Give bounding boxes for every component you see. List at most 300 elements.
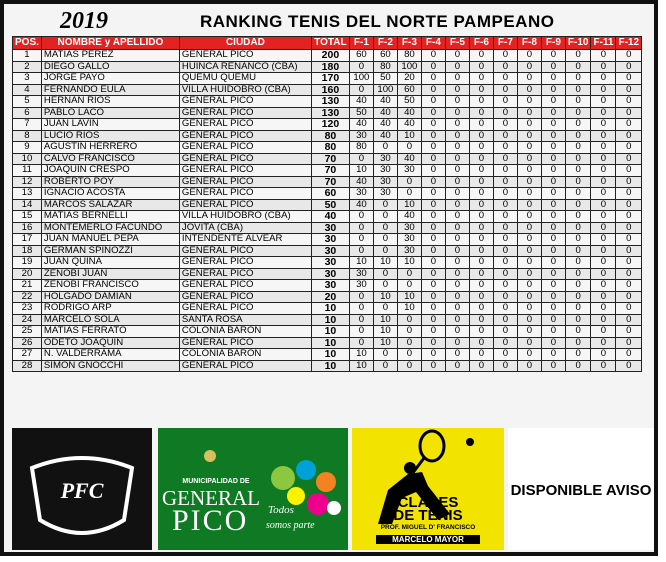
total-cell: 30 [311, 268, 349, 280]
table-row [13, 268, 642, 280]
fecha-score-cell: 0 [349, 211, 373, 223]
column-header: CIUDAD [179, 37, 311, 50]
fecha-score-cell: 0 [616, 50, 642, 62]
fecha-score-cell: 0 [565, 142, 591, 154]
fecha-score-cell: 0 [421, 73, 445, 85]
fecha-score-cell: 30 [397, 222, 421, 234]
column-header: TOTAL [311, 37, 349, 50]
table-row [13, 142, 642, 154]
fecha-score-cell: 10 [397, 303, 421, 315]
player-name-cell: ROBERTO POY [41, 176, 179, 188]
fecha-score-cell: 0 [565, 188, 591, 200]
fecha-score-cell: 0 [517, 222, 541, 234]
fecha-score-cell: 30 [349, 280, 373, 292]
fecha-score-cell: 0 [493, 360, 517, 372]
disponible-aviso-banner [508, 428, 654, 550]
fecha-score-cell: 0 [493, 268, 517, 280]
fecha-score-cell: 0 [616, 337, 642, 349]
fecha-score-cell: 0 [517, 268, 541, 280]
table-row [13, 130, 642, 142]
somos-parte-label: somos parte [266, 520, 315, 531]
fecha-score-cell: 0 [373, 211, 397, 223]
fecha-score-cell: 0 [541, 291, 565, 303]
fecha-score-cell: 0 [565, 222, 591, 234]
fecha-score-cell: 0 [469, 222, 493, 234]
position-cell: 17 [13, 234, 42, 246]
fecha-score-cell: 0 [591, 96, 616, 108]
fecha-score-cell: 10 [397, 257, 421, 269]
fecha-score-cell: 0 [469, 234, 493, 246]
fecha-score-cell: 0 [565, 337, 591, 349]
fecha-score-cell: 0 [397, 188, 421, 200]
fecha-score-cell: 0 [591, 119, 616, 131]
fecha-score-cell: 0 [541, 360, 565, 372]
position-cell: 22 [13, 291, 42, 303]
fecha-score-cell: 0 [517, 61, 541, 73]
fecha-score-cell: 0 [541, 257, 565, 269]
fecha-score-cell: 0 [421, 222, 445, 234]
fecha-score-cell: 0 [493, 314, 517, 326]
fecha-score-cell: 0 [591, 291, 616, 303]
fecha-score-cell: 0 [541, 176, 565, 188]
fecha-score-cell: 0 [493, 291, 517, 303]
fecha-score-cell: 0 [591, 73, 616, 85]
fecha-score-cell: 0 [616, 234, 642, 246]
total-cell: 30 [311, 257, 349, 269]
fecha-score-cell: 0 [469, 165, 493, 177]
fecha-score-cell: 0 [469, 142, 493, 154]
fecha-score-cell: 40 [373, 130, 397, 142]
fecha-score-cell: 0 [616, 291, 642, 303]
fecha-score-cell: 0 [421, 119, 445, 131]
fecha-score-cell: 0 [541, 303, 565, 315]
fecha-score-cell: 0 [469, 73, 493, 85]
table-row [13, 61, 642, 73]
fecha-score-cell: 0 [517, 107, 541, 119]
fecha-score-cell: 0 [591, 245, 616, 257]
fecha-score-cell: 0 [517, 291, 541, 303]
fecha-score-cell: 0 [541, 96, 565, 108]
fecha-score-cell: 0 [469, 245, 493, 257]
fecha-score-cell: 0 [517, 337, 541, 349]
fecha-score-cell: 0 [373, 199, 397, 211]
fecha-score-cell: 0 [616, 107, 642, 119]
city-cell: INTENDENTE ALVEAR [179, 234, 311, 246]
position-cell: 1 [13, 50, 42, 62]
fecha-score-cell: 0 [591, 130, 616, 142]
fecha-score-cell: 0 [373, 245, 397, 257]
fecha-score-cell: 0 [421, 303, 445, 315]
fecha-score-cell: 0 [616, 280, 642, 292]
column-header: F-4 [421, 37, 445, 50]
fecha-score-cell: 10 [373, 314, 397, 326]
position-cell: 23 [13, 303, 42, 315]
column-header: F-12 [616, 37, 642, 50]
fecha-score-cell: 0 [493, 234, 517, 246]
fecha-score-cell: 0 [421, 268, 445, 280]
player-name-cell: MARCOS SALAZAR [41, 199, 179, 211]
fecha-score-cell: 30 [373, 153, 397, 165]
total-cell: 30 [311, 234, 349, 246]
fecha-score-cell: 0 [493, 61, 517, 73]
municipalidad-banner [158, 428, 348, 550]
fecha-score-cell: 40 [349, 96, 373, 108]
city-cell: GENERAL PICO [179, 337, 311, 349]
fecha-score-cell: 0 [421, 176, 445, 188]
table-row [13, 165, 642, 177]
fecha-score-cell: 0 [445, 165, 469, 177]
header-row [13, 37, 642, 50]
fecha-score-cell: 0 [616, 360, 642, 372]
fecha-score-cell: 0 [445, 176, 469, 188]
table-row [13, 211, 642, 223]
total-cell: 10 [311, 314, 349, 326]
player-name-cell: MARCELO SOLA [41, 314, 179, 326]
table-row [13, 349, 642, 361]
fecha-score-cell: 0 [517, 303, 541, 315]
total-cell: 80 [311, 142, 349, 154]
fecha-score-cell: 0 [445, 153, 469, 165]
fecha-score-cell: 30 [349, 188, 373, 200]
position-cell: 18 [13, 245, 42, 257]
position-cell: 12 [13, 176, 42, 188]
fecha-score-cell: 0 [373, 234, 397, 246]
fecha-score-cell: 0 [565, 257, 591, 269]
fecha-score-cell: 0 [469, 199, 493, 211]
fecha-score-cell: 0 [591, 50, 616, 62]
total-cell: 10 [311, 360, 349, 372]
table-row [13, 153, 642, 165]
fecha-score-cell: 0 [421, 360, 445, 372]
table-row [13, 188, 642, 200]
clases-title [352, 496, 504, 522]
fecha-score-cell: 0 [517, 234, 541, 246]
fecha-score-cell: 0 [445, 107, 469, 119]
fecha-score-cell: 0 [373, 222, 397, 234]
fecha-score-cell: 0 [541, 84, 565, 96]
total-cell: 30 [311, 222, 349, 234]
fecha-score-cell: 0 [421, 234, 445, 246]
fecha-score-cell: 0 [565, 153, 591, 165]
fecha-score-cell: 0 [493, 337, 517, 349]
fecha-score-cell: 30 [397, 165, 421, 177]
city-cell: GENERAL PICO [179, 107, 311, 119]
fecha-score-cell: 0 [591, 188, 616, 200]
column-header: POS. [13, 37, 42, 50]
fecha-score-cell: 0 [565, 96, 591, 108]
fecha-score-cell: 0 [591, 303, 616, 315]
fecha-score-cell: 0 [517, 119, 541, 131]
fecha-score-cell: 0 [541, 165, 565, 177]
fecha-score-cell: 0 [445, 61, 469, 73]
fecha-score-cell: 60 [397, 84, 421, 96]
player-name-cell: DIEGO GALLO [41, 61, 179, 73]
fecha-score-cell: 0 [517, 96, 541, 108]
fecha-score-cell: 0 [373, 280, 397, 292]
player-name-cell: LUCIO RIOS [41, 130, 179, 142]
table-row [13, 222, 642, 234]
table-row [13, 50, 642, 62]
fecha-score-cell: 0 [517, 176, 541, 188]
fecha-score-cell: 0 [591, 326, 616, 338]
fecha-score-cell: 0 [565, 107, 591, 119]
position-cell: 15 [13, 211, 42, 223]
fecha-score-cell: 0 [616, 326, 642, 338]
table-row [13, 73, 642, 85]
table-row [13, 280, 642, 292]
fecha-score-cell: 0 [565, 234, 591, 246]
fecha-score-cell: 0 [565, 73, 591, 85]
city-cell: VILLA HUIDOBRO (CBA) [179, 211, 311, 223]
fecha-score-cell: 0 [591, 280, 616, 292]
fecha-score-cell: 0 [565, 199, 591, 211]
fecha-score-cell: 0 [517, 360, 541, 372]
fecha-score-cell: 0 [421, 61, 445, 73]
fecha-score-cell: 0 [541, 142, 565, 154]
fecha-score-cell: 0 [397, 142, 421, 154]
fecha-score-cell: 40 [397, 153, 421, 165]
fecha-score-cell: 80 [373, 61, 397, 73]
position-cell: 10 [13, 153, 42, 165]
fecha-score-cell: 0 [493, 326, 517, 338]
position-cell: 19 [13, 257, 42, 269]
fecha-score-cell: 0 [493, 188, 517, 200]
fecha-score-cell: 0 [421, 96, 445, 108]
fecha-score-cell: 0 [541, 199, 565, 211]
fecha-score-cell: 0 [591, 176, 616, 188]
fecha-score-cell: 0 [349, 222, 373, 234]
fecha-score-cell: 60 [349, 50, 373, 62]
pfc-logo-text: PFC [60, 478, 104, 503]
fecha-score-cell: 40 [349, 199, 373, 211]
city-cell: QUEMU QUEMU [179, 73, 311, 85]
fecha-score-cell: 40 [349, 119, 373, 131]
fecha-score-cell: 0 [397, 349, 421, 361]
fecha-score-cell: 0 [445, 73, 469, 85]
fecha-score-cell: 0 [445, 199, 469, 211]
player-name-cell: RODRIGO ARP [41, 303, 179, 315]
fecha-score-cell: 30 [397, 245, 421, 257]
player-name-cell: JUAN QUINA [41, 257, 179, 269]
fecha-score-cell: 0 [493, 96, 517, 108]
fecha-score-cell: 0 [541, 211, 565, 223]
fecha-score-cell: 0 [541, 107, 565, 119]
fecha-score-cell: 10 [373, 257, 397, 269]
total-cell: 130 [311, 96, 349, 108]
fecha-score-cell: 30 [373, 165, 397, 177]
fecha-score-cell: 10 [373, 291, 397, 303]
position-cell: 6 [13, 107, 42, 119]
city-cell: HUINCA RENANCO (CBA) [179, 61, 311, 73]
fecha-score-cell: 0 [397, 337, 421, 349]
table-row [13, 303, 642, 315]
position-cell: 21 [13, 280, 42, 292]
fecha-score-cell: 10 [373, 326, 397, 338]
position-cell: 4 [13, 84, 42, 96]
fecha-score-cell: 0 [541, 245, 565, 257]
fecha-score-cell: 0 [591, 165, 616, 177]
position-cell: 2 [13, 61, 42, 73]
position-cell: 8 [13, 130, 42, 142]
fecha-score-cell: 0 [349, 234, 373, 246]
fecha-score-cell: 0 [591, 257, 616, 269]
pfc-logo-banner [12, 428, 152, 550]
fecha-score-cell: 0 [591, 349, 616, 361]
fecha-score-cell: 0 [517, 130, 541, 142]
table-row [13, 291, 642, 303]
fecha-score-cell: 0 [421, 199, 445, 211]
fecha-score-cell: 0 [517, 153, 541, 165]
fecha-score-cell: 0 [565, 360, 591, 372]
column-header: F-7 [493, 37, 517, 50]
fecha-score-cell: 0 [517, 349, 541, 361]
fecha-score-cell: 0 [565, 130, 591, 142]
fecha-score-cell: 0 [517, 84, 541, 96]
fecha-score-cell: 0 [421, 84, 445, 96]
position-cell: 27 [13, 349, 42, 361]
total-cell: 70 [311, 165, 349, 177]
fecha-score-cell: 0 [565, 211, 591, 223]
fecha-score-cell: 0 [591, 84, 616, 96]
total-cell: 170 [311, 73, 349, 85]
fecha-score-cell: 40 [349, 176, 373, 188]
total-cell: 80 [311, 130, 349, 142]
total-cell: 30 [311, 245, 349, 257]
fecha-score-cell: 0 [445, 349, 469, 361]
fecha-score-cell: 0 [565, 176, 591, 188]
fecha-score-cell: 0 [421, 280, 445, 292]
city-cell: GENERAL PICO [179, 188, 311, 200]
table-row [13, 119, 642, 131]
table-row [13, 337, 642, 349]
column-header: F-3 [397, 37, 421, 50]
table-row [13, 176, 642, 188]
fecha-score-cell: 0 [469, 84, 493, 96]
fecha-score-cell: 0 [421, 245, 445, 257]
fecha-score-cell: 0 [469, 257, 493, 269]
fecha-score-cell: 0 [493, 50, 517, 62]
fecha-score-cell: 0 [541, 188, 565, 200]
city-cell: GENERAL PICO [179, 119, 311, 131]
fecha-score-cell: 30 [397, 234, 421, 246]
fecha-score-cell: 20 [397, 73, 421, 85]
city-cell: GENERAL PICO [179, 303, 311, 315]
fecha-score-cell: 0 [445, 211, 469, 223]
fecha-score-cell: 0 [445, 188, 469, 200]
fecha-score-cell: 0 [616, 73, 642, 85]
fecha-score-cell: 0 [616, 96, 642, 108]
fecha-score-cell: 0 [591, 107, 616, 119]
fecha-score-cell: 0 [517, 280, 541, 292]
fecha-score-cell: 100 [397, 61, 421, 73]
fecha-score-cell: 0 [469, 303, 493, 315]
column-header: F-1 [349, 37, 373, 50]
fecha-score-cell: 0 [493, 153, 517, 165]
player-name-cell: HOLGADO DAMIAN [41, 291, 179, 303]
fecha-score-cell: 0 [373, 360, 397, 372]
fecha-score-cell: 0 [493, 107, 517, 119]
player-name-cell: N. VALDERRAMA [41, 349, 179, 361]
city-cell: GENERAL PICO [179, 50, 311, 62]
fecha-score-cell: 0 [469, 50, 493, 62]
player-name-cell: MATIAS FERRATO [41, 326, 179, 338]
fecha-score-cell: 0 [541, 61, 565, 73]
position-cell: 7 [13, 119, 42, 131]
fecha-score-cell: 0 [349, 291, 373, 303]
fecha-score-cell: 40 [373, 107, 397, 119]
fecha-score-cell: 0 [517, 188, 541, 200]
total-cell: 20 [311, 291, 349, 303]
fecha-score-cell: 0 [469, 268, 493, 280]
table-row [13, 199, 642, 211]
page-title: RANKING TENIS DEL NORTE PAMPEANO [200, 12, 555, 31]
city-cell: GENERAL PICO [179, 176, 311, 188]
city-cell: SANTA ROSA [179, 314, 311, 326]
fecha-score-cell: 10 [349, 349, 373, 361]
fecha-score-cell: 0 [591, 211, 616, 223]
fecha-score-cell: 0 [565, 291, 591, 303]
fecha-score-cell: 40 [373, 119, 397, 131]
fecha-score-cell: 0 [517, 314, 541, 326]
column-header: F-10 [565, 37, 591, 50]
table-row [13, 245, 642, 257]
prof-label: PROF. MIGUEL D' FRANCISCO [380, 524, 476, 531]
player-name-cell: JORGE PAYO [41, 73, 179, 85]
total-cell: 70 [311, 176, 349, 188]
column-header: F-9 [541, 37, 565, 50]
fecha-score-cell: 0 [493, 303, 517, 315]
player-name-cell: MATIAS BERNELLI [41, 211, 179, 223]
position-cell: 5 [13, 96, 42, 108]
table-row [13, 107, 642, 119]
fecha-score-cell: 0 [373, 142, 397, 154]
fecha-score-cell: 40 [397, 211, 421, 223]
municipalidad-label: MUNICIPALIDAD DE [182, 478, 250, 485]
fecha-score-cell: 0 [445, 130, 469, 142]
fecha-score-cell: 0 [517, 245, 541, 257]
fecha-score-cell: 0 [616, 314, 642, 326]
fecha-score-cell: 0 [616, 257, 642, 269]
fecha-score-cell: 0 [517, 73, 541, 85]
fecha-score-cell: 0 [421, 153, 445, 165]
fecha-score-cell: 0 [469, 176, 493, 188]
fecha-score-cell: 0 [421, 130, 445, 142]
fecha-score-cell: 0 [616, 119, 642, 131]
fecha-score-cell: 0 [421, 50, 445, 62]
total-cell: 130 [311, 107, 349, 119]
fecha-score-cell: 0 [493, 280, 517, 292]
total-cell: 160 [311, 84, 349, 96]
fecha-score-cell: 0 [541, 268, 565, 280]
city-cell: COLONIA BARON [179, 349, 311, 361]
fecha-score-cell: 30 [373, 188, 397, 200]
fecha-score-cell: 0 [493, 349, 517, 361]
fecha-score-cell: 0 [421, 257, 445, 269]
fecha-score-cell: 0 [469, 314, 493, 326]
fecha-score-cell: 0 [397, 360, 421, 372]
fecha-score-cell: 0 [349, 61, 373, 73]
fecha-score-cell: 0 [616, 142, 642, 154]
fecha-score-cell: 0 [517, 257, 541, 269]
fecha-score-cell: 0 [541, 234, 565, 246]
player-name-cell: JOAQUIN CRESPO [41, 165, 179, 177]
fecha-score-cell: 0 [616, 153, 642, 165]
fecha-score-cell: 0 [397, 314, 421, 326]
city-cell: GENERAL PICO [179, 199, 311, 211]
fecha-score-cell: 0 [469, 211, 493, 223]
fecha-score-cell: 0 [541, 222, 565, 234]
fecha-score-cell: 0 [445, 245, 469, 257]
